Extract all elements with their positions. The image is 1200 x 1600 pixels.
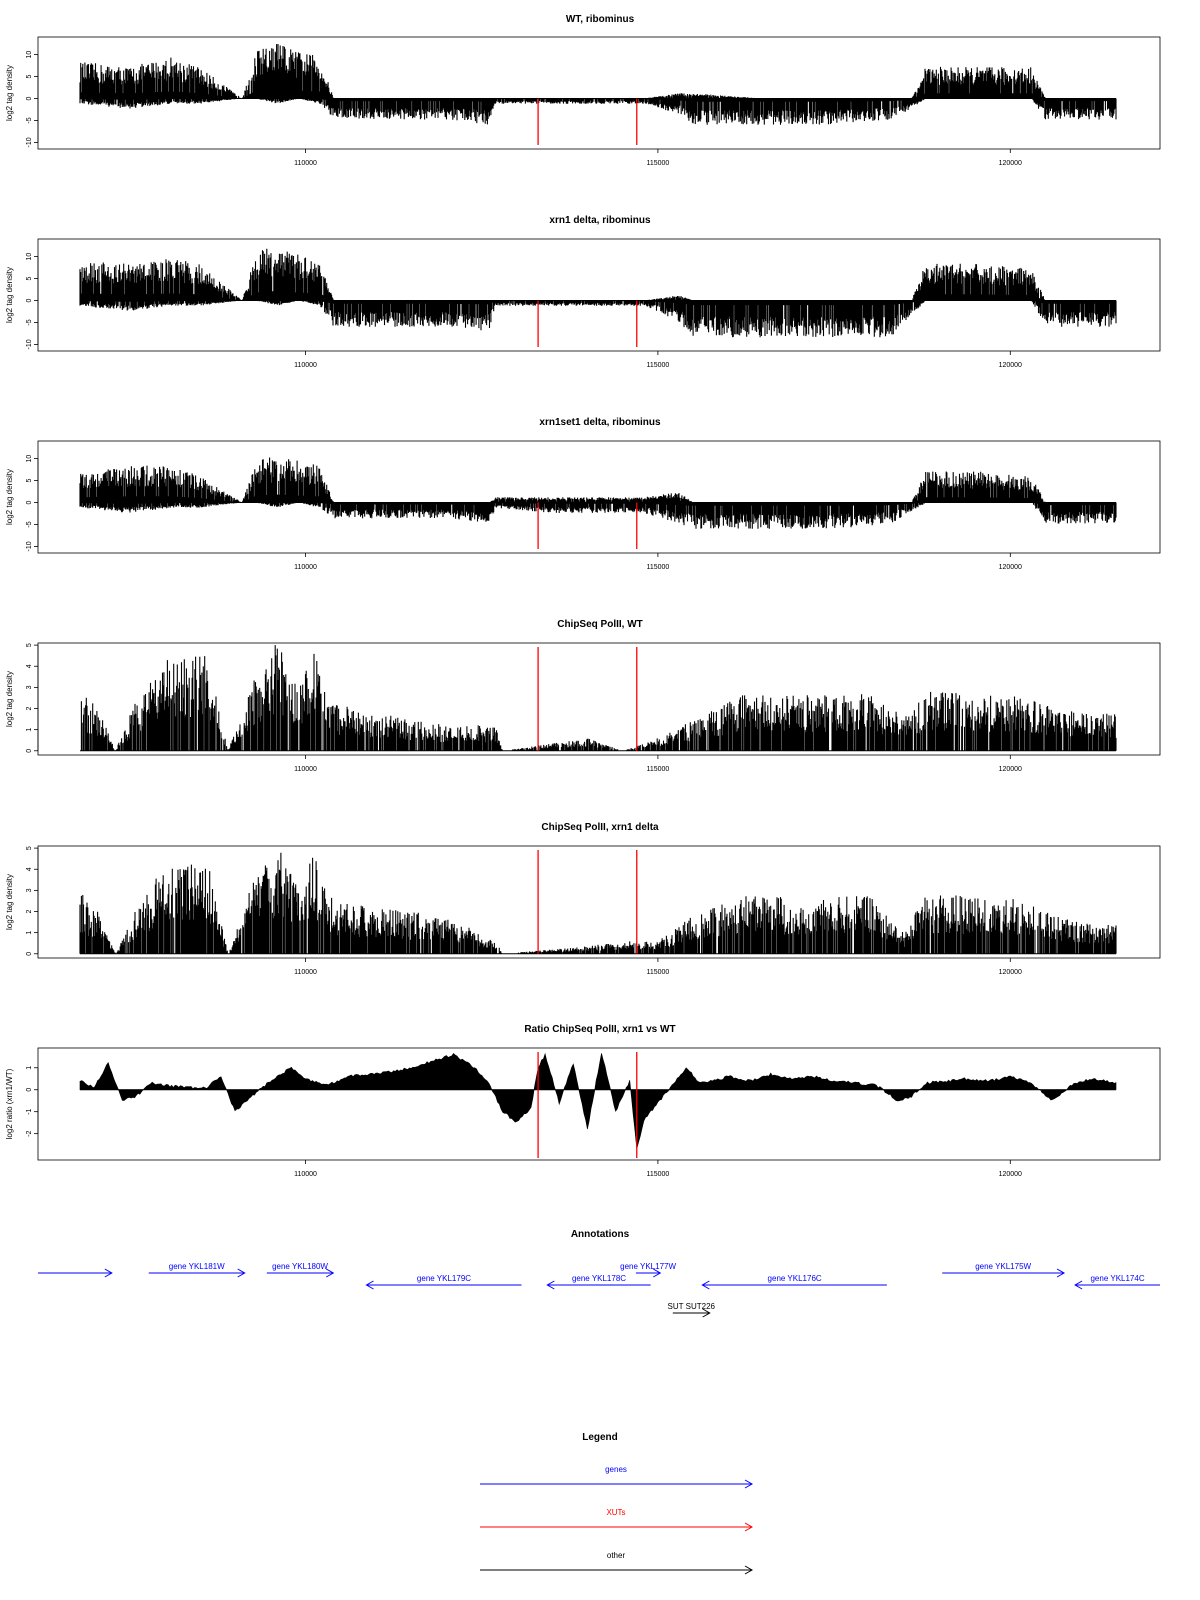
y-axis-label: log2 tag density — [5, 670, 14, 728]
chart-panel — [5, 619, 1160, 773]
chart-panel — [5, 1024, 1160, 1178]
y-tick-label: 4 — [26, 664, 33, 669]
annotation-feature — [668, 1302, 716, 1317]
y-tick-label: 5 — [26, 276, 33, 281]
signal-bars-positive — [81, 645, 1116, 751]
y-axis-label: log2 tag density — [5, 468, 14, 526]
y-tick-label: 5 — [26, 74, 33, 79]
legend-item — [480, 1508, 752, 1531]
annotation-label: gene YKL175W — [975, 1262, 1032, 1271]
y-tick-label: 5 — [26, 643, 33, 648]
y-tick-label: 0 — [26, 1087, 33, 1092]
x-tick-label: 110000 — [294, 362, 317, 369]
chart-panel — [5, 215, 1160, 369]
x-tick-label: 120000 — [998, 564, 1022, 571]
x-tick-label: 115000 — [646, 1171, 670, 1178]
x-tick-label: 120000 — [998, 766, 1022, 773]
signal-bars-negative — [80, 503, 1116, 529]
x-tick-label: 110000 — [294, 564, 317, 571]
legend-panel — [480, 1432, 752, 1574]
annotation-label: gene YKL176C — [767, 1274, 822, 1283]
y-tick-label: -10 — [26, 137, 33, 148]
y-tick-label: 5 — [26, 478, 33, 483]
signal-bars-positive — [80, 44, 1045, 99]
y-axis-label: log2 tag density — [5, 266, 14, 324]
y-tick-label: -5 — [26, 117, 33, 124]
annotation-feature — [149, 1262, 245, 1277]
y-tick-label: 0 — [26, 298, 33, 303]
y-tick-label: 1 — [26, 727, 33, 732]
y-tick-label: 1 — [26, 1065, 33, 1070]
annotation-feature — [267, 1262, 333, 1277]
y-tick-label: 2 — [26, 909, 33, 914]
y-tick-label: -10 — [26, 541, 33, 552]
y-tick-label: 10 — [26, 252, 33, 261]
legend-label: XUTs — [606, 1508, 626, 1517]
y-tick-label: -5 — [26, 521, 33, 528]
x-tick-label: 115000 — [646, 766, 670, 773]
annotation-feature — [1075, 1274, 1160, 1289]
x-tick-label: 115000 — [646, 564, 670, 571]
annotation-feature — [942, 1262, 1064, 1277]
legend-label: genes — [605, 1465, 627, 1474]
y-tick-label: 3 — [26, 685, 33, 690]
chart-title: xrn1 delta, ribominus — [549, 215, 651, 226]
x-tick-label: 110000 — [294, 766, 317, 773]
signal-bars-positive — [80, 853, 1116, 954]
y-tick-label: 0 — [26, 500, 33, 505]
annotation-label: SUT SUT226 — [667, 1302, 715, 1311]
ratio-area — [80, 1053, 1116, 1149]
y-tick-label: -10 — [26, 339, 33, 350]
y-axis-label: log2 ratio (xrn1/WT) — [5, 1068, 14, 1140]
chart-title: ChipSeq PolII, WT — [557, 619, 643, 630]
chart-panel — [5, 417, 1160, 571]
x-tick-label: 110000 — [294, 1171, 317, 1178]
annotation-feature — [702, 1274, 887, 1289]
chart-title: xrn1set1 delta, ribominus — [539, 417, 661, 428]
y-tick-label: 0 — [26, 748, 33, 753]
annotations-title: Annotations — [570, 1229, 630, 1240]
y-tick-label: 2 — [26, 706, 33, 711]
annotation-label: gene YKL178C — [571, 1274, 627, 1283]
annotation-label: gene YKL174C — [1090, 1274, 1145, 1283]
annotation-label: gene YKL180W — [272, 1262, 328, 1271]
annotation-label: gene YKL177W — [620, 1262, 677, 1271]
x-tick-label: 115000 — [646, 362, 670, 369]
annotation-feature — [38, 1269, 112, 1277]
annotation-feature — [620, 1262, 676, 1277]
annotations-panel — [38, 1229, 1160, 1317]
legend-title: Legend — [582, 1432, 618, 1443]
y-tick-label: 4 — [26, 867, 33, 872]
x-tick-label: 120000 — [998, 362, 1022, 369]
x-tick-label: 120000 — [998, 1171, 1022, 1178]
x-tick-label: 115000 — [646, 969, 670, 976]
x-tick-label: 120000 — [998, 969, 1022, 976]
signal-bars-positive — [80, 458, 1045, 503]
y-tick-label: -5 — [26, 319, 33, 326]
x-tick-label: 120000 — [998, 160, 1022, 167]
y-tick-label: 0 — [26, 96, 33, 101]
chart-title: ChipSeq PolII, xrn1 delta — [541, 822, 659, 833]
legend-label: other — [606, 1551, 626, 1560]
annotation-feature — [547, 1274, 650, 1289]
y-tick-label: 0 — [26, 951, 33, 956]
x-tick-label: 110000 — [294, 969, 317, 976]
y-tick-label: 3 — [26, 888, 33, 893]
y-tick-label: -1 — [26, 1108, 33, 1115]
legend-item — [480, 1465, 752, 1488]
y-tick-label: -2 — [26, 1130, 33, 1137]
plot-frame — [38, 1048, 1160, 1160]
signal-bars-negative — [80, 99, 1116, 125]
y-tick-label: 5 — [26, 846, 33, 851]
y-axis-label: log2 tag density — [5, 64, 14, 122]
chart-title: WT, ribominus — [565, 14, 635, 25]
chart-panel — [5, 14, 1160, 167]
y-tick-label: 10 — [26, 454, 33, 463]
signal-bars-negative — [80, 301, 1116, 338]
signal-bars-positive — [80, 249, 1045, 301]
x-tick-label: 115000 — [646, 160, 670, 167]
legend-item — [480, 1551, 752, 1574]
annotation-feature — [366, 1274, 521, 1289]
y-tick-label: 1 — [26, 930, 33, 935]
x-tick-label: 110000 — [294, 160, 317, 167]
annotation-label: gene YKL181W — [168, 1262, 225, 1271]
chart-title: Ratio ChipSeq PolII, xrn1 vs WT — [524, 1024, 676, 1035]
y-tick-label: 10 — [26, 50, 33, 59]
y-axis-label: log2 tag density — [5, 873, 14, 931]
chart-panel — [5, 822, 1160, 976]
annotation-label: gene YKL179C — [416, 1274, 472, 1283]
